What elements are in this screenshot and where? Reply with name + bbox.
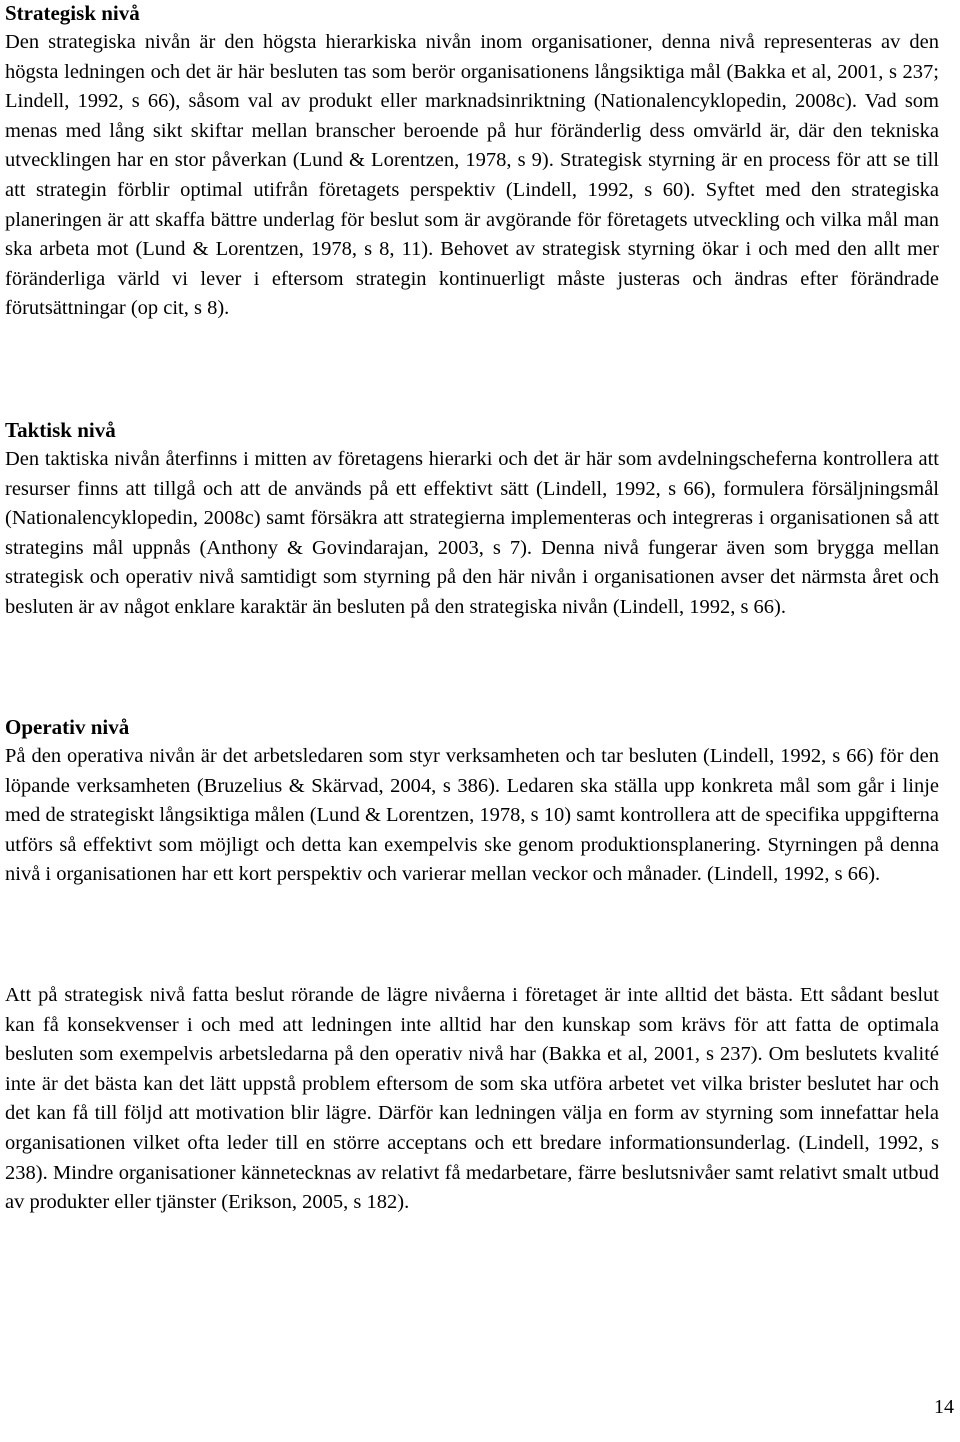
heading-strategisk-niva: Strategisk nivå bbox=[5, 1, 140, 25]
section-operativ-niva bbox=[5, 712, 939, 890]
paragraph-strategisk-niva: Den strategiska nivån är den högsta hierarkiska nivån inom organisationer, denna nivå representeras av den högsta ledningen och det är här besluten tas som berör organisationens långsiktiga mål (Bakka et al, 2001, s 237; Lindell, 1992, s 66), såsom val av produkt eller marknadsinriktning (Nationalencyklopedin, 2008c). Vad som menas med lång sikt skiftar mellan branscher beroende på hur föränderlig dess omvärld är, där den tekniska utvecklingen har en stor påverkan (Lund & Lorentzen, 1978, s 9). Strategisk styrning är en process för att se till att strategin förblir optimal utifrån företagets perspektiv (Lindell, 1992, s 60). Syftet med den strategiska planeringen är att skaffa bättre underlag för beslut som är avgörande för företagets utveckling och vilka mål man ska arbeta mot (Lund & Lorentzen, 1978, s 8, 11). Behovet av strategisk styrning ökar i och med den allt mer föränderliga värld vi lever i eftersom strategin kontinuerligt måste justeras och ändras efter förändrade förutsättningar (op cit, s 8). bbox=[5, 31, 939, 320]
page-number: 14 bbox=[934, 1396, 954, 1418]
paragraph-operativ-niva: På den operativa nivån är det arbetsledaren som styr verksamheten och tar besluten (Lindell, 1992, s 66) för den löpande verksamheten (Bruzelius & Skärvad, 2004, s 386). Ledaren ska ställa upp konkreta mål som går i linje med de strategiskt långsiktiga målen (Lund & Lorentzen, 1978, s 10) samt kontrollera att de specifika uppgifterna utförs så effektivt som möjligt och detta kan exempelvis ske genom produktionsplanering. Styrningen på denna nivå i organisationen har ett kort perspektiv och varierar mellan veckor och månader. (Lindell, 1992, s 66). bbox=[5, 745, 939, 886]
section-strategisk-niva bbox=[5, 0, 939, 324]
section-closing bbox=[5, 981, 939, 1218]
heading-operativ-niva: Operativ nivå bbox=[5, 715, 130, 739]
heading-taktisk-niva: Taktisk nivå bbox=[5, 418, 116, 442]
paragraph-taktisk-niva: Den taktiska nivån återfinns i mitten av företagens hierarki och det är här som avdelningscheferna kontrollera att resurser finns att tillgå och att de används på ett effektivt sätt (Lindell, 1992, s 66), formulera försäljningsmål (Nationalencyklopedin, 2008c) samt försäkra att strategierna implementeras och integreras i organisationen så att strategins mål uppnås (Anthony & Govindarajan, 2003, s 7). Denna nivå fungerar även som brygga mellan strategisk och operativ nivå samtidigt som styrning på den här nivån i organisationen avser det närmsta året och besluten är av något enklare karaktär än besluten på den strategiska nivån (Lindell, 1992, s 66). bbox=[5, 448, 939, 618]
section-taktisk-niva bbox=[5, 415, 939, 623]
paragraph-closing: Att på strategisk nivå fatta beslut rörande de lägre nivåerna i företaget är inte alltid det bästa. Ett sådant beslut kan få konsekvenser i och med att ledningen inte alltid har den kunskap som krävs för att fatta de optimala besluten som exempelvis arbetsledarna på den operativ nivå har (Bakka et al, 2001, s 237). Om beslutets kvalité inte är det bästa kan det lätt uppstå problem eftersom de som ska utföra arbetet vet vilka brister beslutet har och det kan få till följd att motivation blir lägre. Därför kan ledningen välja en form av styrning som innefattar hela organisationen vilket ofta leder till en större acceptans och ett bredare informationsunderlag. (Lindell, 1992, s 238). Mindre organisationer kännetecknas av relativt få medarbetare, färre beslutsnivåer samt relativt smalt utbud av produkter eller tjänster (Erikson, 2005, s 182). bbox=[5, 984, 939, 1214]
